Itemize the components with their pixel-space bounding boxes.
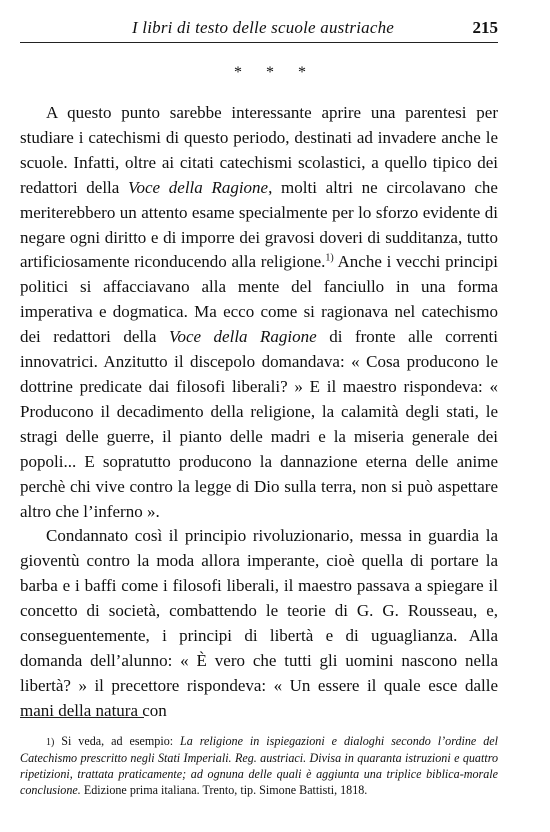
page-header xyxy=(20,14,498,40)
italic-title: Voce della Ragione xyxy=(168,327,317,347)
page-number: 215 xyxy=(472,18,498,37)
header-rule xyxy=(20,42,498,43)
section-break: * * * xyxy=(234,64,316,81)
footnote-text: Edizione prima italiana. Trento, tip. Simone Battisti, 1818. xyxy=(80,782,368,797)
footnote-text: Si veda, ad esempio: xyxy=(54,734,181,748)
footnote-rule xyxy=(20,717,144,718)
footnote-reference: 1) xyxy=(325,252,334,264)
paragraph-text: , molti altri ne circolavano che meriterebbero un attento esame specialmente per lo sforzo evidente di negare ogni diritto e di imporre dei gravosi doveri di sudditanza, tutto artificiosamente riconducendo alla religione. xyxy=(20,177,498,272)
footnote-italic-title: La religione in ispiegazioni e dialoghi secondo l’ordine del Catechismo prescritto negli Stati Imperiali. Reg. austriaci. Divisa in quaranta istruzioni e quattro ripetizioni, trattata praticamente; ad ognuna delle quali è aggiunta una triplice biblica-morale conclusione. xyxy=(20,734,498,797)
body-text xyxy=(20,101,498,724)
running-title: I libri di testo delle scuole austriache xyxy=(132,18,395,37)
paragraph-text: di fronte alle correnti innovatrici. Anzitutto il discepolo domandava: « Cosa producono le dottrine predicate dai filosofi liberali? » E il maestro rispondeva: « Producono il decadimento della religione, la calamità degli stati, le stragi delle guerre, il pianto delle madri e la miseria generale dei popoli... E sopratutto producono la dannazione eterna delle anime perchè chi vive contro la legge di Dio sulla terra, non si può aspettare altro che l’inferno ». xyxy=(20,327,498,521)
footnote xyxy=(20,734,498,799)
paragraph-text: Anche i vecchi principi politici si affacciavano alla mente del fanciullo in una forma imperativa e dogmatica. Ma ecco come si ragionava nel catechismo dei redattori della xyxy=(20,252,498,347)
paragraph-text: A questo punto sarebbe interessante aprire una parentesi per studiare i catechismi di questo periodo, destinati ad invadere anche le scuole. Infatti, oltre ai citati catechismi scolastici, a quello tipico dei redattori della xyxy=(20,103,498,197)
italic-title: Voce della Ragione xyxy=(128,177,269,197)
paragraph-2: Condannato così il principio rivoluzionario, messa in guardia la gioventù contro la moda allora imperante, cioè quella di portare la barba e i baffi come i filosofi liberali, il maestro passava a spiegare il concetto di società, combattendo le teorie di G. G. Rousseau, e, conseguentemente, i principi di libertà e di uguaglianza. Alla domanda dell’alunno: « È vero che tutti gli uomini nascono nella libertà? » il precettore rispondeva: « Un essere il quale esce dalle mani della natura con xyxy=(20,526,498,720)
paragraph-1 xyxy=(20,101,498,524)
footnote-number: 1) xyxy=(46,737,55,748)
